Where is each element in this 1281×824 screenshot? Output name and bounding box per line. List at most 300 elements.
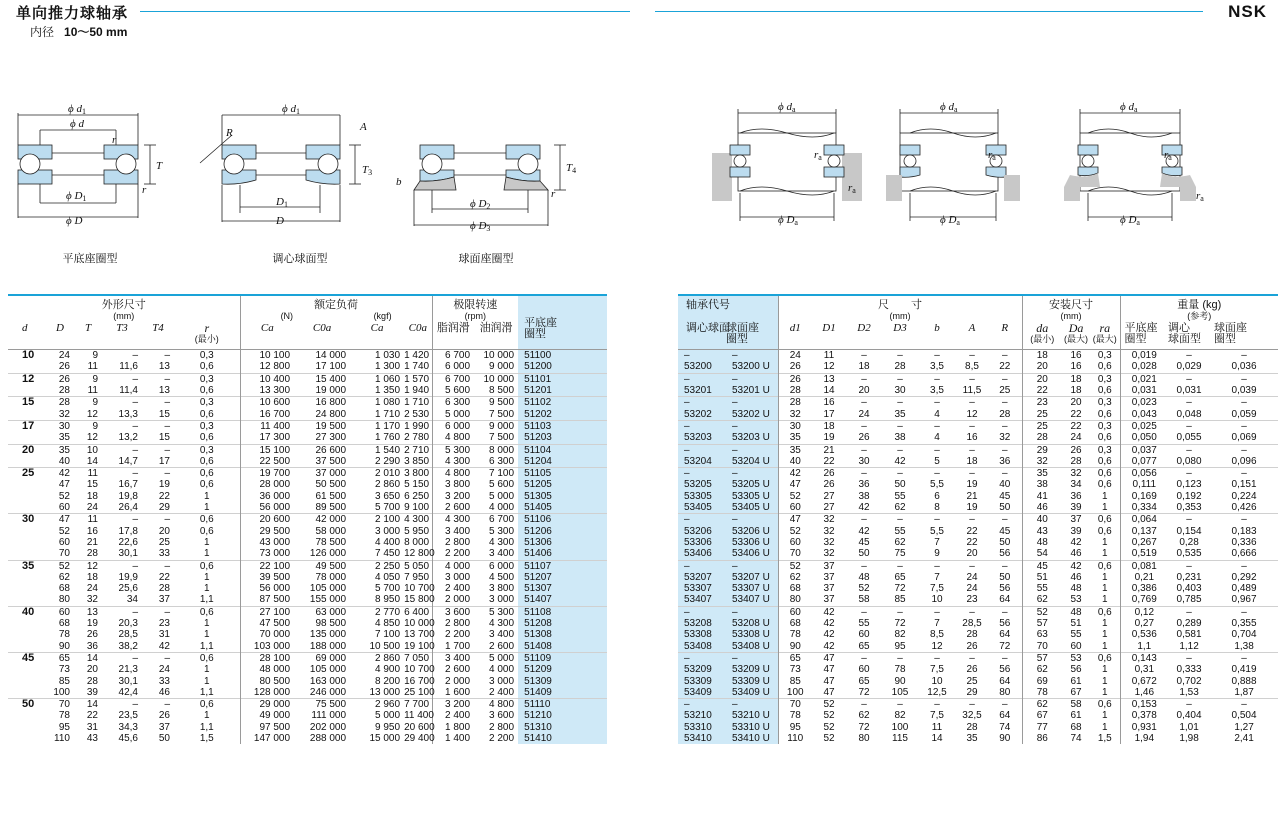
table-cell: 47 <box>812 652 846 664</box>
table-cell: 0,489 <box>1231 583 1257 595</box>
table-cell: 4 300 <box>432 514 474 526</box>
table-cell: – <box>882 468 918 480</box>
table-cell: – <box>726 350 778 362</box>
table-cell: 16 <box>86 525 98 537</box>
table-cell: 29 <box>1022 444 1062 456</box>
table-row <box>678 456 1278 468</box>
table-cell: 0,137 <box>1120 526 1168 537</box>
table-row <box>8 664 607 675</box>
mount3-label-Da: ϕ Da <box>1120 214 1140 227</box>
table-cell: 62 <box>778 572 812 583</box>
table-cell: 0,192 <box>1176 490 1202 502</box>
table-cell: 1 <box>204 502 210 514</box>
table-cell: 0,6 <box>1090 468 1120 480</box>
table-cell: 0,31 <box>1120 664 1168 675</box>
table-cell: 60 <box>778 606 812 618</box>
table-cell: 2 200 <box>432 548 474 560</box>
table-cell: – <box>882 444 918 456</box>
table-cell: 53207 <box>678 572 726 583</box>
table-cell: 73 <box>58 664 70 676</box>
cell-d <box>8 537 46 548</box>
cell-d: 25 <box>8 468 46 480</box>
table-cell: 37 <box>1062 514 1090 526</box>
table-cell: 53205 U <box>726 479 778 490</box>
table-cell: 10 500 <box>369 640 401 652</box>
hdr-col-oil: 油润滑 <box>474 323 518 350</box>
table-cell: 0,6 <box>199 479 214 491</box>
table-cell: 1 710 <box>375 408 401 420</box>
table-cell: 5 000 <box>432 409 474 421</box>
table-cell: 77 <box>1022 722 1062 733</box>
table-cell: 64 <box>999 710 1011 722</box>
table-cell: – <box>142 514 174 526</box>
table-cell: – <box>988 652 1022 664</box>
table-cell: 28 100 <box>240 652 294 664</box>
table-cell: 53204 U <box>726 456 778 468</box>
table-cell: 62 <box>894 502 906 514</box>
table-cell: 7 <box>934 571 940 583</box>
table-cell: 0,702 <box>1176 675 1202 687</box>
table-cell: 30 <box>778 420 812 432</box>
table-cell: 19 <box>966 502 978 514</box>
table-cell: 0,6 <box>174 606 240 618</box>
table-cell: 61 <box>1070 710 1082 722</box>
brand-logo: NSK <box>1228 2 1267 21</box>
table-row <box>678 629 1278 640</box>
table-cell: – <box>846 560 882 572</box>
label-r-bottom: r <box>142 184 147 196</box>
table-cell: 3,5 <box>930 361 944 373</box>
table-cell: 35 <box>58 432 70 444</box>
table-cell: 51101 <box>518 373 607 385</box>
table-cell: – <box>142 420 174 432</box>
cell-d <box>8 409 46 421</box>
table-cell: – <box>988 468 1022 480</box>
table-cell: 24 <box>86 583 98 595</box>
table-cell: – <box>142 397 174 409</box>
table-cell: 9 100 <box>404 502 430 514</box>
table-cell: 42 <box>894 455 906 467</box>
table-cell: 6 700 <box>474 514 518 526</box>
table-cell: 0,043 <box>1120 409 1168 421</box>
table-cell: 1,46 <box>1120 687 1168 699</box>
label-D1: ϕ D1 <box>66 190 87 203</box>
table-cell: – <box>726 560 778 572</box>
table-cell: 2 800 <box>489 721 515 733</box>
table-cell: 12 800 <box>404 548 435 560</box>
table-cell: 28 <box>966 721 978 733</box>
table-cell: 64 <box>999 629 1011 641</box>
table-cell: 55 <box>894 490 906 502</box>
table-cell: 1 740 <box>404 361 430 373</box>
table-cell: 25 <box>1022 420 1062 432</box>
table-cell: 28 <box>894 361 906 373</box>
table-cell: 100 <box>891 721 909 733</box>
table-cell: 53306 <box>678 537 726 548</box>
hdr-col-C0a-kgf: C0a <box>404 323 432 350</box>
cell-d <box>8 548 46 560</box>
table-cell: 52 <box>812 699 846 711</box>
cell-d: 12 <box>8 373 46 385</box>
table-cell: 24 <box>966 571 978 583</box>
table-cell: 50 <box>894 479 906 491</box>
table-cell: 38 <box>858 490 870 502</box>
table-cell: – <box>678 373 726 385</box>
table-cell: 1 420 <box>404 350 430 362</box>
table-cell: 15 800 <box>404 594 435 606</box>
table-cell: – <box>142 373 174 385</box>
table-row <box>8 560 607 572</box>
table-cell: 0,3 <box>199 350 214 362</box>
table-cell: – <box>102 560 142 572</box>
table-cell: 78 <box>1022 687 1062 699</box>
table-cell: 0,21 <box>1120 572 1168 583</box>
table-cell: 51207 <box>518 572 607 583</box>
table-cell: 0,6 <box>199 525 214 537</box>
table-cell: 56 000 <box>240 583 294 594</box>
table-cell: 53208 <box>678 618 726 629</box>
table-cell: 51103 <box>518 420 607 432</box>
table-cell: 97 500 <box>240 722 294 733</box>
table-cell: 48 <box>1022 537 1062 548</box>
table-cell: 60 <box>778 537 812 548</box>
table-cell: – <box>1168 420 1210 432</box>
table-row <box>8 733 607 744</box>
table-cell: 8,5 <box>965 361 979 373</box>
mount1-label-ra-bottom: ra <box>848 182 856 195</box>
table-cell: 13 300 <box>240 385 294 397</box>
table-cell: 105 000 <box>309 664 347 676</box>
table-cell: 0,6 <box>1097 455 1112 467</box>
table-cell: 26,4 <box>118 502 138 514</box>
left-spec-table <box>8 294 607 744</box>
table-row <box>678 687 1278 699</box>
table-cell: 4 900 <box>375 664 401 676</box>
table-cell: 62 <box>1022 699 1062 711</box>
table-cell: 61 500 <box>315 490 347 502</box>
table-row <box>678 699 1278 711</box>
cell-d: 17 <box>8 420 46 432</box>
table-cell: 0,6 <box>1097 361 1112 373</box>
table-cell: 0,169 <box>1120 491 1168 502</box>
table-cell: 2 010 <box>350 468 404 480</box>
table-cell: 0,064 <box>1120 514 1168 526</box>
table-cell: 14 <box>74 699 102 711</box>
table-cell: 4 400 <box>375 536 401 548</box>
table-cell: 42 000 <box>294 514 350 526</box>
table-cell: 10 400 <box>240 373 294 385</box>
table-cell: 51308 <box>518 629 607 640</box>
table-cell: – <box>882 652 918 664</box>
table-cell: 53204 <box>678 456 726 468</box>
cell-d <box>8 687 46 699</box>
table-cell: 15 000 <box>369 732 401 744</box>
table-cell: 13 <box>158 385 170 397</box>
table-cell: 45 <box>999 490 1011 502</box>
table-row <box>678 583 1278 594</box>
table-cell: 11,6 <box>119 361 138 373</box>
table-cell: 5 150 <box>404 479 430 491</box>
table-cell: 3 000 <box>489 594 515 606</box>
table-cell: 52 <box>778 526 812 537</box>
table-cell: 0,3 <box>1090 373 1120 385</box>
table-cell: 21 <box>86 536 98 548</box>
table-cell: 13 <box>74 606 102 618</box>
table-cell: 1,94 <box>1120 733 1168 744</box>
table-cell: 51105 <box>518 468 607 480</box>
table-cell: 37 <box>158 721 170 733</box>
table-cell: – <box>102 468 142 480</box>
cell-d <box>8 502 46 514</box>
table-cell: 61 <box>1070 675 1082 687</box>
table-cell: 0,123 <box>1176 479 1202 491</box>
table-cell: 85 <box>894 594 906 606</box>
table-row <box>678 676 1278 687</box>
table-cell: 10 <box>931 594 943 606</box>
table-cell: 68 <box>58 618 70 630</box>
table-cell: 7 100 <box>375 629 401 641</box>
table-cell: 0,504 <box>1231 710 1257 722</box>
table-cell: 35 <box>778 444 812 456</box>
table-cell: – <box>846 514 882 526</box>
table-cell: 2 000 <box>432 594 474 606</box>
table-cell: – <box>1210 444 1278 456</box>
cell-d: 40 <box>8 606 46 618</box>
table-cell: 67 <box>1022 710 1062 721</box>
table-cell: 7 500 <box>489 432 515 444</box>
mounting-diagrams-right <box>700 95 1230 235</box>
table-cell: 0,111 <box>1120 479 1168 490</box>
table-cell: 56 000 <box>240 502 294 514</box>
table-cell: 62 <box>1022 594 1062 606</box>
table-cell: 14 <box>823 385 835 397</box>
table-cell: – <box>918 560 956 572</box>
table-cell: 0,519 <box>1120 548 1168 560</box>
table-row <box>8 479 607 490</box>
table-cell: 0,581 <box>1176 629 1202 641</box>
table-cell: 24 <box>158 664 170 676</box>
table-cell: 0,419 <box>1231 664 1257 676</box>
table-cell: – <box>142 699 174 711</box>
table-cell: 2 200 <box>432 629 474 640</box>
table-cell: 72 <box>894 583 906 595</box>
table-cell: 38 <box>894 432 906 444</box>
table-cell: 14,7 <box>118 455 138 467</box>
table-cell: 51 <box>1022 572 1062 583</box>
table-cell: – <box>164 350 170 362</box>
table-cell: 85 <box>58 675 70 687</box>
table-row <box>8 722 607 733</box>
table-cell: 1 <box>204 675 210 687</box>
table-cell: 23 <box>1022 397 1062 409</box>
table-cell: 38 <box>1022 479 1062 490</box>
table-cell: 4 300 <box>432 456 474 468</box>
table-cell: 36 <box>86 640 98 652</box>
table-cell: 105 000 <box>309 583 347 595</box>
table-cell: 2 800 <box>432 537 474 548</box>
mount3-label-ra-bottom: ra <box>1196 190 1204 203</box>
label-A: A <box>360 121 367 133</box>
table-cell: 24 <box>778 350 812 362</box>
table-cell: 8 950 <box>375 594 401 606</box>
table-cell: 70 <box>1022 641 1062 653</box>
table-cell: 16 700 <box>240 409 294 421</box>
table-cell: 0,069 <box>1231 432 1257 444</box>
table-cell: 15 400 <box>294 373 350 385</box>
table-cell: 42,4 <box>118 686 138 698</box>
table-cell: 7 450 <box>375 548 401 560</box>
table-cell: 64 <box>999 594 1011 606</box>
table-cell: 18 <box>86 571 98 583</box>
table-cell: 53203 <box>678 432 726 444</box>
table-cell: 6 700 <box>432 373 474 385</box>
table-cell: 35 <box>966 732 978 744</box>
cell-d <box>8 664 46 675</box>
table-cell: 21 <box>812 444 846 456</box>
table-cell: 11 <box>931 721 943 733</box>
table-cell: 32 <box>1062 468 1090 480</box>
table-cell: 1,1 <box>199 686 214 698</box>
table-cell: 0,6 <box>1097 385 1112 397</box>
label-b: b <box>396 176 402 188</box>
table-cell: – <box>1210 373 1278 385</box>
table-cell: 49 500 <box>294 560 350 572</box>
table-cell: 0,031 <box>1176 385 1202 397</box>
table-cell: 26 <box>46 373 74 385</box>
table-cell: 2 100 <box>350 514 404 526</box>
table-cell: 0,019 <box>1120 350 1168 362</box>
table-cell: 46 <box>158 686 170 698</box>
table-cell: 20 <box>158 525 170 537</box>
table-cell: 28 <box>778 385 812 397</box>
table-cell: 53202 U <box>726 409 778 421</box>
table-cell: 51408 <box>518 641 607 653</box>
table-cell: 37 <box>812 560 846 572</box>
table-cell: 80 <box>999 686 1011 698</box>
table-cell: 0,267 <box>1120 537 1168 548</box>
table-cell: 53206 <box>678 526 726 537</box>
table-cell: 53209 U <box>726 664 778 675</box>
table-cell: 0,378 <box>1120 710 1168 721</box>
table-cell: 24 <box>58 350 70 362</box>
table-cell: 0,6 <box>199 432 214 444</box>
table-cell: 0,231 <box>1176 571 1202 583</box>
table-cell: 0,27 <box>1120 618 1168 629</box>
table-cell: 19,8 <box>118 490 138 502</box>
table-cell: 53305 <box>678 491 726 502</box>
table-cell: 22 <box>1070 408 1082 420</box>
table-cell: – <box>102 699 142 711</box>
table-cell: 100 <box>53 686 70 698</box>
table-cell: 22 <box>823 455 835 467</box>
table-cell: 14 <box>86 455 98 467</box>
table-row <box>8 444 607 456</box>
table-cell: 0,050 <box>1120 432 1168 444</box>
table-cell: 2 600 <box>489 640 515 652</box>
table-cell: 1 <box>204 618 210 630</box>
table-cell: 53410 U <box>726 733 778 744</box>
table-cell: 3 650 <box>375 490 401 502</box>
table-cell: 53407 U <box>726 594 778 606</box>
hdr-col-da: da (最小) <box>1022 323 1062 350</box>
mount2-label-ra: ra <box>988 149 996 162</box>
table-cell: 4 850 <box>375 618 401 630</box>
table-cell: 1 <box>1102 618 1108 630</box>
table-cell: – <box>1210 560 1278 572</box>
cell-d: 50 <box>8 699 46 711</box>
table-cell: 52 <box>858 583 870 595</box>
table-cell: 98 500 <box>315 618 347 630</box>
table-cell: 110 <box>778 733 812 744</box>
table-cell: 51102 <box>518 397 607 409</box>
table-cell: – <box>882 397 918 409</box>
table-cell: 42 <box>812 606 846 618</box>
table-cell: 51309 <box>518 676 607 687</box>
table-cell: 17 <box>158 455 170 467</box>
table-cell: 20 600 <box>240 514 294 526</box>
label-d1-2: ϕ d1 <box>282 103 300 116</box>
table-cell: 52 <box>823 721 835 733</box>
cell-d <box>8 491 46 502</box>
table-row <box>678 409 1278 421</box>
cell-d: 30 <box>8 514 46 526</box>
table-cell: 37 <box>823 594 835 606</box>
table-cell: 32,5 <box>962 710 982 722</box>
table-cell: 52 <box>1022 606 1062 618</box>
table-cell: 36 000 <box>240 491 294 502</box>
table-cell: 7 <box>934 536 940 548</box>
hdr-col-Da: Da (最大) <box>1062 323 1090 350</box>
cell-d <box>8 594 46 606</box>
table-cell: 6 700 <box>432 350 474 362</box>
table-cell: – <box>882 373 918 385</box>
table-cell: 7,5 <box>930 710 944 722</box>
table-cell: 37 000 <box>294 468 350 480</box>
table-cell: – <box>142 468 174 480</box>
label-D1-2: D1 <box>276 196 288 209</box>
table-cell: – <box>846 444 882 456</box>
table-cell: 95 <box>778 722 812 733</box>
hdr-col-grease: 脂润滑 <box>432 323 474 350</box>
table-cell: 42 <box>46 468 74 480</box>
hdr-col-T4: T4 <box>142 323 174 350</box>
table-cell: 51205 <box>518 479 607 490</box>
table-cell: 19 <box>823 432 835 444</box>
table-cell: 5 700 <box>375 502 401 514</box>
table-cell: 23 <box>966 594 978 606</box>
table-cell: 53200 <box>678 361 726 373</box>
table-cell: 40 <box>58 455 70 467</box>
table-cell: 53409 <box>678 687 726 699</box>
table-cell: 53 <box>1062 652 1090 664</box>
cell-d <box>8 676 46 687</box>
table-cell: 22 <box>966 525 978 537</box>
table-cell: 1 <box>1102 490 1108 502</box>
table-cell: 47 <box>58 479 70 491</box>
table-cell: 54 <box>1022 548 1062 560</box>
table-cell: – <box>102 444 142 456</box>
table-row <box>8 514 607 526</box>
table-cell: 18 <box>1062 373 1090 385</box>
table-cell: 29 <box>158 502 170 514</box>
table-cell: 14 <box>931 732 943 744</box>
table-cell: 16 800 <box>294 397 350 409</box>
table-cell: – <box>956 560 988 572</box>
table-cell: 46 <box>1070 571 1082 583</box>
diagram-spherical-seat <box>414 145 566 226</box>
table-cell: 0,3 <box>1097 350 1112 362</box>
table-cell: 50 <box>158 732 170 744</box>
